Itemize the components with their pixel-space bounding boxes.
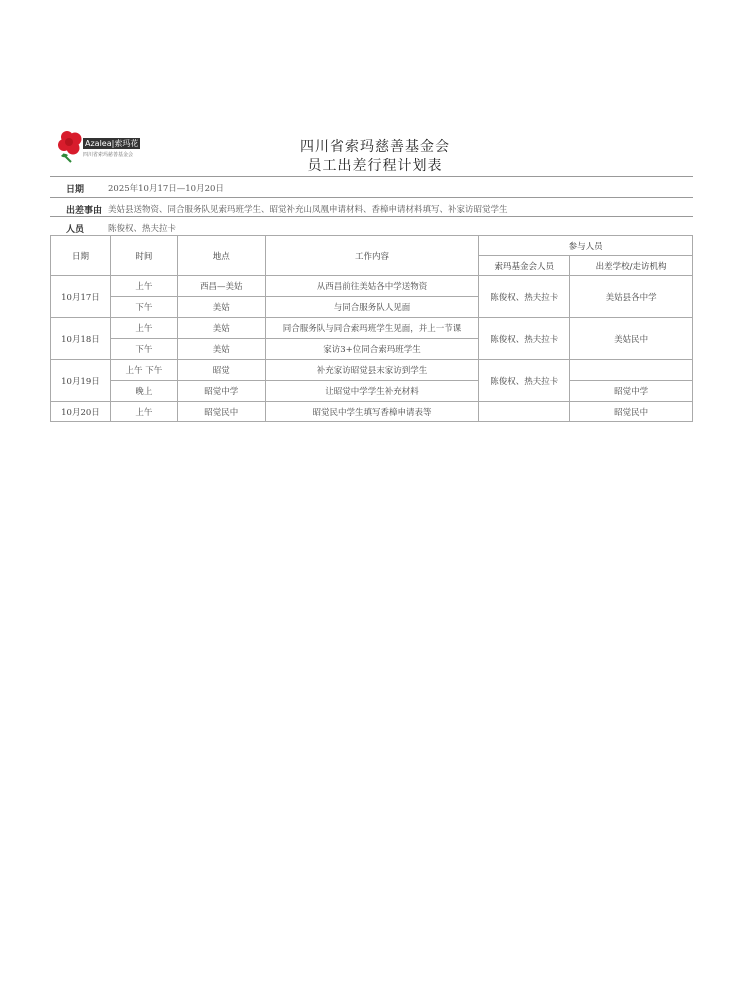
row-location: 美姑: [177, 297, 265, 318]
row-location: 昭觉中学: [177, 381, 265, 402]
row-location: 美姑: [177, 339, 265, 360]
row-time: 上午: [110, 276, 177, 297]
header-date: 日期: [51, 236, 111, 276]
row-time: 上午 下午: [110, 360, 177, 381]
row-location: 西昌—美姑: [177, 276, 265, 297]
row-time: 下午: [110, 297, 177, 318]
date-value: 2025年10月17日—10月20日: [108, 184, 224, 194]
row-work: 补充家访昭觉县末家访到学生: [265, 360, 479, 381]
row-work: 从西昌前往美姑各中学送物资: [265, 276, 479, 297]
row-date: 10月19日: [51, 360, 111, 402]
row-staff: 陈俊权、热夫拉卡: [479, 318, 570, 360]
table-row: [51, 381, 693, 402]
document-title: 四川省索玛慈善基金会: [300, 139, 450, 155]
row-location: 昭觉: [177, 360, 265, 381]
row-work: 昭觉民中学生填写香樟申请表等: [265, 402, 479, 422]
row-date: 10月17日: [51, 276, 111, 318]
header-school: 出差学校/走访机构: [570, 256, 693, 276]
people-label: 人员: [66, 225, 85, 235]
row-date: 10月18日: [51, 318, 111, 360]
header-time: 时间: [110, 236, 177, 276]
row-school: 美姑县各中学: [570, 276, 693, 318]
row-school: 昭觉民中: [570, 402, 693, 422]
logo-subtitle: 四川省索玛慈善基金会: [83, 152, 134, 158]
row-work: 家访3+位同合索玛班学生: [265, 339, 479, 360]
row-school: [570, 360, 693, 381]
date-label: 日期: [66, 185, 85, 195]
row-date: 10月20日: [51, 402, 111, 422]
row-work: 与同合服务队人见面: [265, 297, 479, 318]
purpose-value: 美姑县送物资、同合服务队见索玛班学生、昭觉补充山凤凰申请材料、香樟申请材料填写、补家访昭觉学生: [108, 205, 508, 215]
row-staff: 陈俊权、热夫拉卡: [479, 276, 570, 318]
document-subtitle: 员工出差行程计划表: [307, 158, 443, 174]
info-row-date: [50, 176, 693, 199]
table-row: [51, 276, 693, 297]
row-time: 下午: [110, 339, 177, 360]
table-row: [51, 402, 693, 422]
row-work: 让昭觉中学学生补充材料: [265, 381, 479, 402]
header-work: 工作内容: [265, 236, 479, 276]
row-location: 昭觉民中: [177, 402, 265, 422]
row-staff: 陈俊权、热夫拉卡: [479, 360, 570, 402]
header-location: 地点: [177, 236, 265, 276]
header-participants: 参与人员: [479, 236, 693, 256]
row-school: 美姑民中: [570, 318, 693, 360]
header-foundation-staff: 索玛基金会人员: [479, 256, 570, 276]
table-row: [51, 360, 693, 381]
row-work: 同合服务队与同合索玛班学生见面，并上一节课: [265, 318, 479, 339]
row-time: 上午: [110, 402, 177, 422]
row-school: 昭觉中学: [570, 381, 693, 402]
people-value: 陈俊权、热夫拉卡: [108, 224, 177, 234]
purpose-label: 出差事由: [66, 206, 103, 216]
row-staff: [479, 402, 570, 422]
table-row: [51, 318, 693, 339]
logo-brand-text: Azalea|索玛花: [85, 139, 139, 148]
row-location: 美姑: [177, 318, 265, 339]
row-time: 晚上: [110, 381, 177, 402]
row-time: 上午: [110, 318, 177, 339]
itinerary-table: [50, 235, 693, 422]
